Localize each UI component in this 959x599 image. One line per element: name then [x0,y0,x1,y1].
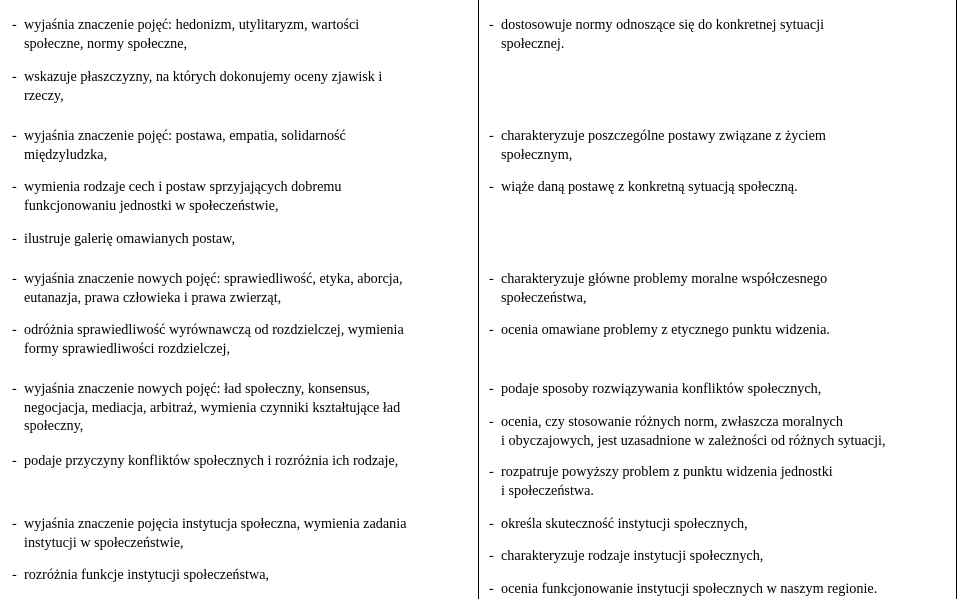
bullet-dash: - [489,548,494,564]
left-item-4-line-2: funkcjonowaniu jednostki w społeczeństwie, [24,197,279,214]
right-item-2-line-2: społecznym, [501,146,573,163]
bullet-dash: - [489,322,494,338]
left-item-8-line-2: negocjacja, mediacja, arbitraż, wymienia czynniki kształtujące ład [24,399,401,416]
left-item-2-line-1: wskazuje płaszczyzny, na których dokonujemy oceny zjawisk i [24,69,383,85]
right-item-4-line-2: społeczeństwa, [501,289,587,306]
bullet-dash: - [12,17,17,33]
bullet-dash: - [12,381,17,397]
right-item-4 [489,270,951,307]
left-item-1-line-1: wyjaśnia znaczenie pojęć: hedonizm, utylitaryzm, wartości [24,17,360,33]
right-item-7-line-2: i obyczajowych, jest uzasadnione w zależności od różnych sytuacji, [501,432,886,449]
bullet-dash: - [489,464,494,480]
right-item-1-line-2: społecznej. [501,35,565,52]
bullet-dash: - [12,231,17,247]
bullet-dash: - [489,128,494,144]
right-item-10-line-1: charakteryzuje rodzaje instytucji społecznych, [501,548,764,564]
right-item-11-line-1: ocenia funkcjonowanie instytucji społecznych w naszym regionie. [501,581,878,597]
bullet-dash: - [489,381,494,397]
left-item-6-line-1: wyjaśnia znaczenie nowych pojęć: sprawiedliwość, etyka, aborcja, [24,271,403,287]
right-item-2 [489,127,951,164]
bullet-dash: - [12,516,17,532]
bullet-dash: - [489,516,494,532]
right-item-4-line-1: charakteryzuje główne problemy moralne współczesnego [501,271,828,287]
right-item-9-line-1: określa skuteczność instytucji społecznych, [501,516,748,532]
left-item-4-line-1: wymienia rodzaje cech i postaw sprzyjających dobremu [24,179,342,195]
left-item-3-line-1: wyjaśnia znaczenie pojęć: postawa, empatia, solidarność [24,128,346,144]
bullet-dash: - [12,69,17,85]
bullet-dash: - [489,581,494,597]
right-item-6-line-1: podaje sposoby rozwiązywania konfliktów społecznych, [501,381,822,397]
right-item-11 [489,580,951,599]
bullet-dash: - [12,271,17,287]
left-item-10-line-2: instytucji w społeczeństwie, [24,534,184,551]
bullet-dash: - [489,414,494,430]
left-item-6-line-2: eutanazja, prawa człowieka i prawa zwierząt, [24,289,282,306]
column-divider [478,0,479,599]
left-item-7 [12,321,467,358]
left-item-1-line-2: społeczne, normy społeczne, [24,35,188,52]
right-item-7-line-1: ocenia, czy stosowanie różnych norm, zwłaszcza moralnych [501,414,843,430]
left-item-7-line-2: formy sprawiedliwości rozdzielczej, [24,340,231,357]
right-item-3 [489,178,951,197]
left-item-10-line-1: wyjaśnia znaczenie pojęcia instytucja społeczna, wymienia zadania [24,516,407,532]
right-item-9 [489,515,951,534]
bullet-dash: - [489,271,494,287]
right-item-10 [489,547,951,566]
bullet-dash: - [12,179,17,195]
left-item-3-line-2: międzyludzka, [24,146,108,163]
left-item-5 [12,230,467,249]
left-item-11 [12,566,467,585]
left-item-10 [12,515,467,552]
right-item-5-line-1: ocenia omawiane problemy z etycznego punktu widzenia. [501,322,830,338]
bullet-dash: - [489,179,494,195]
left-item-9 [12,452,467,471]
right-item-3-line-1: wiąże daną postawę z konkretną sytuacją społeczną. [501,179,798,195]
bullet-dash: - [12,567,17,583]
left-item-8-line-1: wyjaśnia znaczenie nowych pojęć: ład społeczny, konsensus, [24,381,370,397]
right-item-7 [489,413,951,450]
left-item-9-line-1: podaje przyczyny konfliktów społecznych i rozróżnia ich rodzaje, [24,453,399,469]
right-item-1 [489,16,951,53]
left-item-8 [12,380,467,436]
right-item-8-line-2: i społeczeństwa. [501,482,594,499]
bullet-dash: - [489,17,494,33]
left-item-5-line-1: ilustruje galerię omawianych postaw, [24,231,236,247]
bullet-dash: - [12,322,17,338]
right-item-1-line-1: dostosowuje normy odnoszące się do konkretnej sytuacji [501,17,825,33]
right-item-2-line-1: charakteryzuje poszczególne postawy związane z życiem [501,128,826,144]
left-item-7-line-1: odróżnia sprawiedliwość wyrównawczą od rozdzielczej, wymienia [24,322,404,338]
left-item-3 [12,127,467,164]
right-item-6 [489,380,951,399]
bullet-dash: - [12,128,17,144]
bullet-dash: - [12,453,17,469]
table-right-border [956,0,957,599]
right-item-5 [489,321,951,340]
left-item-8-line-3: społeczny, [24,418,84,434]
left-item-4 [12,178,467,215]
right-item-8 [489,463,951,500]
left-item-2-line-2: rzeczy, [24,87,64,104]
left-item-11-line-1: rozróżnia funkcje instytucji społeczeństwa, [24,567,270,583]
left-item-6 [12,270,467,307]
left-item-2 [12,68,467,105]
right-item-8-line-1: rozpatruje powyższy problem z punktu widzenia jednostki [501,464,833,480]
left-item-1 [12,16,467,53]
